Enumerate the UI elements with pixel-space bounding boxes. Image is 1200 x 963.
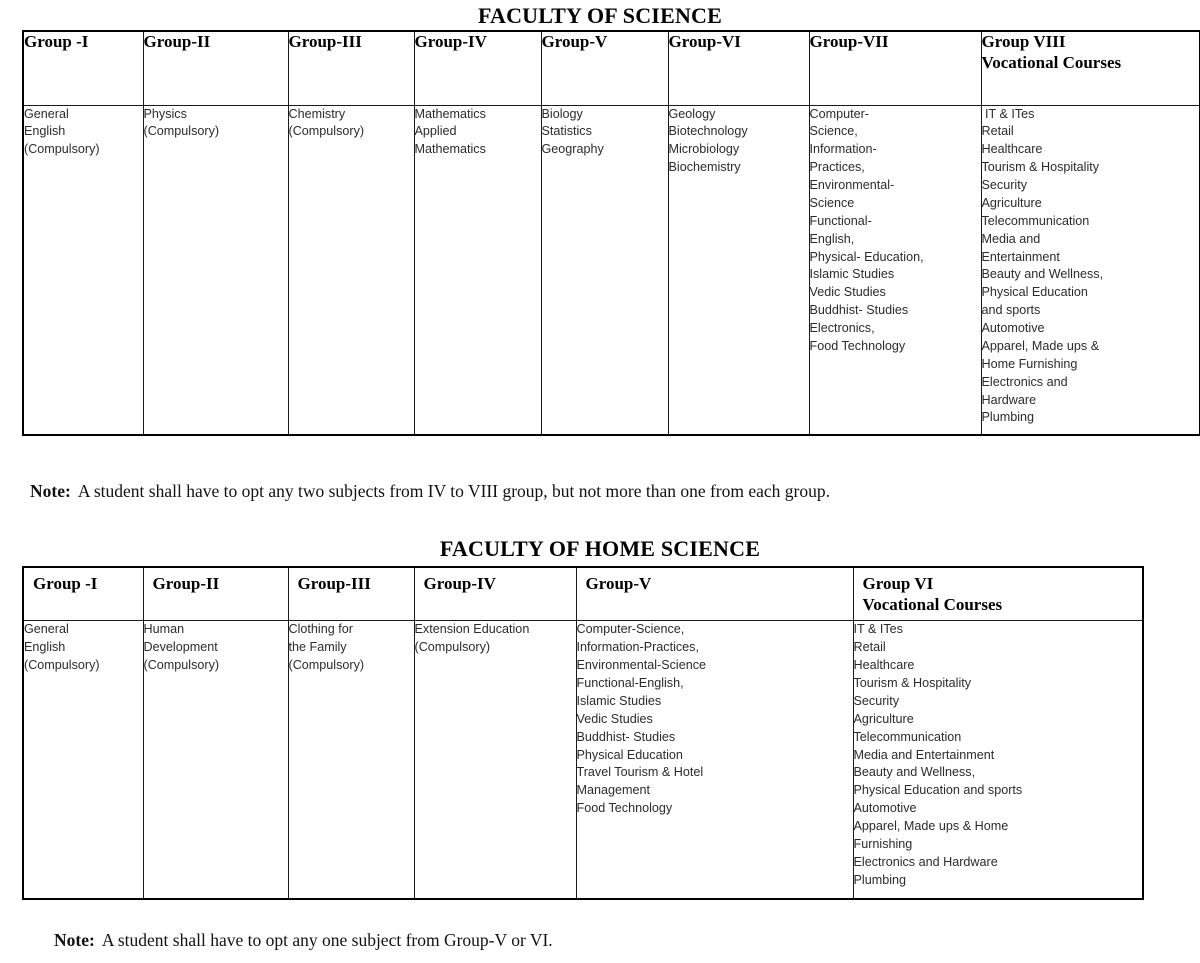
cell-group-i-subjects	[23, 621, 143, 899]
subject-item: Security	[981, 178, 1027, 192]
subject-item: Beauty and Wellness,	[853, 765, 976, 780]
subject-item: Environmental-Science	[576, 658, 706, 673]
subject-item: Apparel, Made ups &	[981, 338, 1100, 353]
subject-item: Telecommunication	[981, 213, 1090, 228]
faculty-of-science-table	[22, 30, 1200, 436]
subject-item: Home Furnishing	[981, 356, 1078, 371]
subject-item: Hardware	[981, 392, 1037, 407]
column-header-label: Group-VII	[809, 32, 889, 51]
subject-item: Functional-English,	[576, 676, 684, 691]
column-header-group-ii	[143, 567, 288, 621]
subject-item: Extension Education	[414, 622, 530, 637]
subject-item: Microbiology	[668, 142, 740, 157]
subject-item: Statistics	[541, 124, 592, 139]
subject-item: Media and Entertainment	[853, 747, 995, 762]
cell-group-v-subjects	[541, 105, 668, 435]
column-header-sublabel: Vocational Courses	[981, 52, 1122, 72]
table-header-row	[23, 567, 1143, 621]
subject-item: Healthcare	[853, 658, 915, 673]
note-text: A student shall have to opt any one subject from Group-V or VI.	[101, 930, 553, 950]
subject-item: Healthcare	[981, 142, 1043, 157]
subject-item: (Compulsory)	[414, 640, 491, 655]
column-header-group-ii	[143, 31, 288, 105]
subject-item: Chemistry	[288, 106, 346, 121]
subject-item: Human	[143, 622, 185, 637]
faculty-of-home-science-title: FACULTY OF HOME SCIENCE	[439, 536, 761, 561]
subject-item: Management	[576, 783, 651, 798]
subject-item: Physical Education	[981, 285, 1088, 300]
cell-group-v-subjects	[576, 621, 853, 899]
column-header-label: Group-III	[288, 32, 362, 51]
subject-item: Practices,	[809, 160, 865, 175]
subject-item: Physics	[143, 106, 187, 121]
subject-item: (Compulsory)	[288, 658, 365, 673]
subject-item: Retail	[853, 640, 886, 655]
subject-item: Geology	[668, 106, 716, 121]
subject-item: Biotechnology	[668, 124, 748, 139]
table-header-row	[23, 31, 1200, 105]
subject-item: Geography	[541, 142, 604, 157]
subject-item: Apparel, Made ups & Home	[853, 819, 1009, 834]
column-header-label: Group-VI	[668, 32, 741, 51]
column-header-label: Group-V	[585, 574, 652, 593]
column-header-label: Group VI	[862, 574, 934, 593]
cell-group-vi-subjects	[668, 105, 809, 435]
subject-item: Biology	[541, 106, 583, 121]
subject-item: and sports	[981, 303, 1041, 318]
subject-item: Islamic Studies	[809, 267, 895, 282]
subject-item: Vedic Studies	[576, 711, 653, 726]
subject-item: Food Technology	[809, 338, 906, 353]
cell-group-iv-subjects	[414, 105, 541, 435]
cell-group-i-subjects	[23, 105, 143, 435]
subject-item: English	[24, 124, 66, 139]
subject-item: Science	[809, 195, 855, 210]
subject-item: Retail	[981, 124, 1014, 139]
column-header-group-vi	[668, 31, 809, 105]
subject-item: Entertainment	[981, 249, 1060, 264]
subject-item: IT & ITes	[981, 106, 1035, 121]
cell-group-ii-subjects	[143, 105, 288, 435]
cell-group-vii-subjects	[809, 105, 981, 435]
home-science-note	[54, 930, 553, 951]
subject-item: Tourism & Hospitality	[981, 160, 1100, 175]
cell-group-iii-subjects	[288, 105, 414, 435]
column-header-group-v	[541, 31, 668, 105]
subject-item: (Compulsory)	[24, 658, 100, 673]
subject-item: Mathematics	[414, 106, 486, 121]
subject-item: Physical- Education,	[809, 249, 924, 264]
subject-item: Information-	[809, 142, 877, 157]
subject-item: (Compulsory)	[143, 124, 220, 139]
subject-item: Telecommunication	[853, 729, 962, 744]
column-header-group-iv	[414, 31, 541, 105]
subject-item: Clothing for	[288, 622, 353, 637]
faculty-of-science-title: FACULTY OF SCIENCE	[477, 3, 722, 28]
subject-item: Furnishing	[853, 836, 913, 851]
column-header-group-i	[23, 31, 143, 105]
subject-item: English	[24, 640, 66, 655]
subject-item: Automotive	[981, 321, 1045, 335]
subject-item: Food Technology	[576, 801, 673, 816]
column-header-label: Group-III	[297, 574, 371, 593]
subject-item: Automotive	[853, 801, 917, 816]
subject-item: Functional-	[809, 213, 872, 228]
subject-item: Applied	[414, 124, 457, 139]
subject-item: (Compulsory)	[24, 142, 100, 157]
column-header-group-viii	[981, 31, 1200, 105]
subject-item: Mathematics	[414, 142, 486, 157]
subject-item: IT & ITes	[853, 622, 903, 637]
column-header-group-iii	[288, 31, 414, 105]
subject-item: Computer-	[809, 106, 869, 121]
column-header-label: Group VIII	[981, 32, 1066, 51]
subject-item: Computer-Science,	[576, 622, 685, 637]
subject-item: Security	[853, 693, 899, 708]
column-header-group-v	[576, 567, 853, 621]
column-header-group-vi	[853, 567, 1143, 621]
subject-item: Media and	[981, 231, 1041, 246]
subject-item: the Family	[288, 640, 347, 655]
note-label: Note:	[54, 930, 95, 950]
column-header-sublabel: Vocational Courses	[862, 594, 1003, 614]
column-header-label: Group-IV	[423, 574, 496, 593]
subject-item: Electronics and	[981, 374, 1068, 389]
table-body-row	[23, 105, 1200, 435]
subject-item: Vedic Studies	[809, 285, 886, 300]
column-header-label: Group -I	[24, 32, 89, 51]
note-label: Note:	[30, 481, 71, 501]
subject-item: Beauty and Wellness,	[981, 267, 1104, 282]
subject-item: (Compulsory)	[288, 124, 365, 139]
subject-item: Development	[143, 640, 218, 655]
subject-item: English,	[809, 231, 855, 246]
cell-group-vi-vocational-courses	[853, 621, 1143, 899]
table-body-row	[23, 621, 1143, 899]
subject-item: Agriculture	[981, 195, 1042, 210]
subject-item: Tourism & Hospitality	[853, 676, 972, 691]
subject-item: Buddhist- Studies	[809, 303, 909, 318]
cell-group-viii-vocational-courses	[981, 105, 1200, 435]
subject-item: Physical Education	[576, 747, 683, 762]
note-text: A student shall have to opt any two subjects from IV to VIII group, but not more than one from each group.	[77, 481, 831, 501]
subject-item: General	[24, 106, 69, 121]
column-header-label: Group -I	[33, 574, 98, 593]
subject-item: Buddhist- Studies	[576, 729, 676, 744]
faculty-of-home-science-table	[22, 566, 1144, 900]
subject-item: Islamic Studies	[576, 693, 662, 708]
column-header-group-iii	[288, 567, 414, 621]
subject-item: (Compulsory)	[143, 658, 220, 673]
subject-item: Environmental-	[809, 178, 895, 192]
column-header-group-vii	[809, 31, 981, 105]
cell-group-iv-subjects	[414, 621, 576, 899]
column-header-label: Group-II	[152, 574, 220, 593]
column-header-group-iv	[414, 567, 576, 621]
subject-item: Plumbing	[853, 872, 907, 887]
subject-item: Science,	[809, 124, 858, 139]
subject-item: Physical Education and sports	[853, 783, 1023, 798]
subject-item: Electronics and Hardware	[853, 854, 998, 869]
column-header-label: Group-V	[541, 32, 608, 51]
column-header-label: Group-II	[143, 32, 211, 51]
subject-item: Travel Tourism & Hotel	[576, 765, 704, 780]
column-header-group-i	[23, 567, 143, 621]
subject-item: General	[24, 622, 69, 637]
subject-item: Plumbing	[981, 410, 1035, 425]
subject-item: Biochemistry	[668, 160, 741, 175]
column-header-label: Group-IV	[414, 32, 487, 51]
subject-item: Information-Practices,	[576, 640, 699, 655]
science-note	[30, 481, 830, 502]
subject-item: Agriculture	[853, 711, 914, 726]
cell-group-iii-subjects	[288, 621, 414, 899]
subject-item: Electronics,	[809, 321, 875, 335]
cell-group-ii-subjects	[143, 621, 288, 899]
